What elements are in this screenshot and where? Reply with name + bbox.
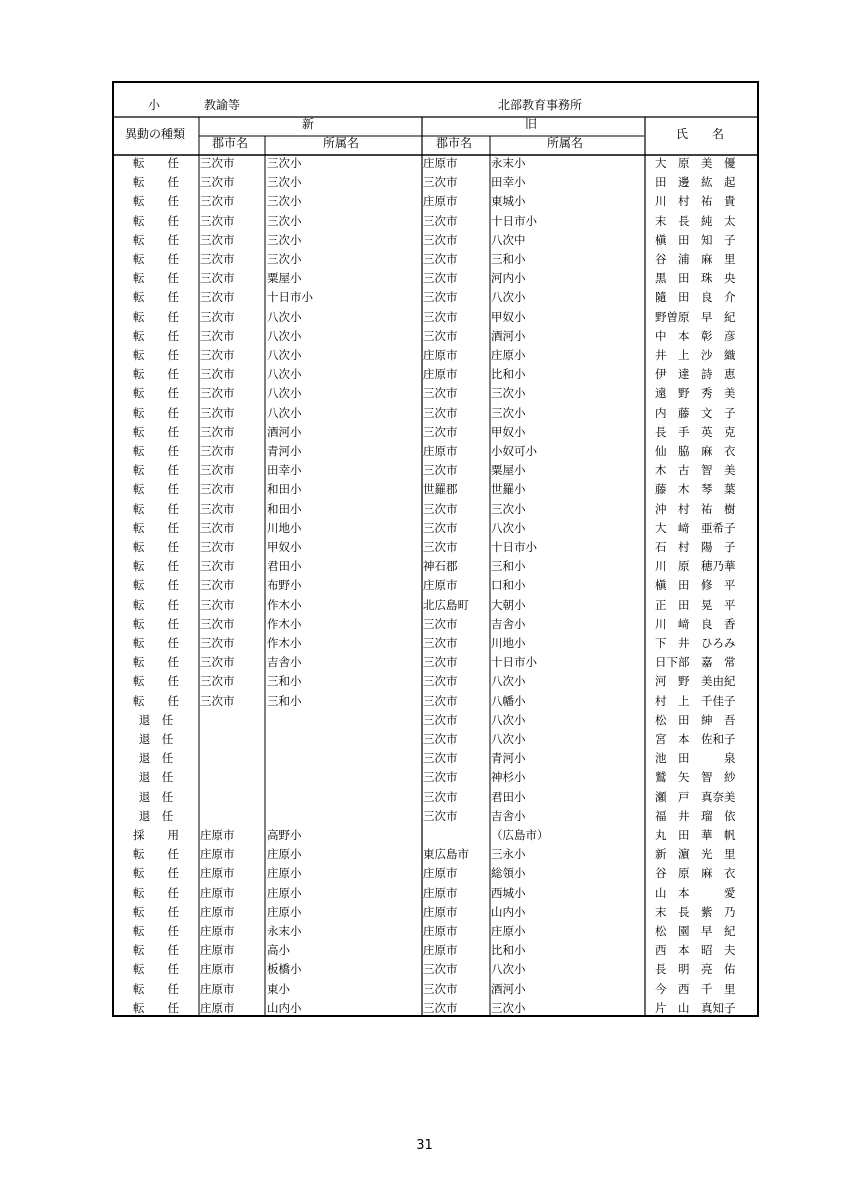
old-city-cell: 三次市 [423,175,458,190]
new-city-cell: 三次市 [200,367,235,382]
new-school-cell: 三和小 [267,674,302,689]
old-school-cell: 総領小 [491,866,526,881]
old-city-cell: 庄原市 [423,943,458,958]
person-name-cell: 沖 村 祐 樹 [655,501,736,516]
person-name-cell: 仙 脇 麻 衣 [655,444,736,458]
old-city-cell: 三次市 [423,232,458,247]
new-school-cell: 八次小 [267,367,302,382]
new-city-cell: 庄原市 [200,962,235,977]
person-name-cell: 正 田 晃 平 [655,597,736,612]
category-label: 小 [147,98,160,112]
new-city-cell: 庄原市 [200,924,235,938]
transfer-type-cell: 転 任 [133,597,179,612]
old-city-cell: 三次市 [423,463,458,478]
person-name-cell: 伊 達 詩 恵 [655,367,736,382]
person-name-cell: 大 﨑 亜希子 [655,520,736,535]
old-school-cell: 口和小 [491,578,526,593]
old-city-cell: 三次市 [423,770,458,785]
new-school-cell: 庄原小 [267,866,302,881]
new-city-cell: 三次市 [200,213,235,228]
new-school-cell: 三次小 [267,156,302,170]
old-school-cell: 八幡小 [491,693,526,708]
new-city-cell: 三次市 [200,194,235,209]
new-school-cell: 吉舎小 [267,655,302,670]
old-school-cell: 庄原小 [491,348,526,362]
transfer-type-cell: 転 任 [133,655,179,670]
new-city-cell: 三次市 [200,520,235,535]
old-school-cell: 八次小 [491,712,526,727]
new-school-cell: 庄原小 [267,904,302,919]
person-name-cell: 松 田 紳 吾 [655,712,736,727]
person-name-cell: 谷 原 麻 衣 [655,866,736,881]
new-city-cell: 三次市 [200,463,235,478]
person-name-cell: 遠 野 秀 美 [655,386,736,401]
new-school-cell: 作木小 [267,636,302,650]
old-city-cell: 庄原市 [423,194,458,209]
new-school-cell: 三次小 [267,232,302,247]
column-header-old-school: 所属名 [546,136,583,150]
transfer-type-cell: 退 任 [138,712,174,727]
old-school-cell: 八次小 [491,962,526,977]
old-school-cell: 大朝小 [491,597,526,612]
old-city-cell: 三次市 [423,252,458,266]
new-school-cell: 三次小 [267,175,302,190]
new-city-cell: 三次市 [200,693,235,708]
transfer-type-cell: 退 任 [138,789,174,804]
new-city-cell: 三次市 [200,597,235,612]
old-school-cell: 十日市小 [491,655,537,670]
transfer-type-cell: 転 任 [133,501,179,516]
new-city-cell: 庄原市 [200,904,235,919]
transfer-type-cell: 転 任 [133,1000,179,1015]
old-city-cell: 三次市 [423,962,458,977]
new-school-cell: 八次小 [267,405,302,420]
transfer-type-cell: 転 任 [133,578,179,593]
person-name-cell: 中 本 彰 彦 [655,328,736,343]
old-city-cell: 庄原市 [423,924,458,938]
transfer-type-cell: 採 用 [133,828,179,842]
old-city-cell: 三次市 [423,1000,458,1015]
new-school-cell: 板橋小 [267,962,302,977]
new-city-cell: 三次市 [200,616,235,631]
new-school-cell: 八次小 [267,348,302,362]
old-school-cell: 神杉小 [491,770,526,785]
old-city-cell: 庄原市 [423,885,458,900]
person-name-cell: 松 園 早 紀 [655,924,736,938]
old-school-cell: 東城小 [491,194,526,209]
transfer-type-cell: 転 任 [133,520,179,535]
old-school-cell: 三和小 [491,252,526,266]
person-name-cell: 槇 田 修 平 [655,578,736,593]
new-city-cell: 庄原市 [200,847,235,862]
new-school-cell: 東小 [267,981,290,996]
new-school-cell: 十日市小 [267,290,313,305]
new-school-cell: 田幸小 [267,463,302,478]
transfer-type-cell: 転 任 [133,866,179,881]
column-header-new-school: 所属名 [322,136,359,150]
new-city-cell: 三次市 [200,482,235,497]
person-name-cell: 池 田 泉 [655,751,736,766]
old-city-cell: 庄原市 [423,156,458,170]
new-city-cell: 三次市 [200,405,235,420]
transfer-type-cell: 退 任 [138,732,174,746]
old-school-cell: 吉舎小 [491,808,526,823]
transfer-type-cell: 転 任 [133,904,179,919]
old-city-cell: 三次市 [423,271,458,286]
old-school-cell: 八次小 [491,290,526,305]
transfer-type-cell: 転 任 [133,309,179,324]
person-name-cell: 西 本 昭 夫 [655,943,736,958]
old-school-cell: 酒河小 [491,981,526,996]
transfer-type-cell: 転 任 [133,367,179,382]
new-school-cell: 作木小 [267,597,302,612]
new-school-cell: 川地小 [267,520,302,535]
new-city-cell: 三次市 [200,540,235,554]
person-name-cell: 槇 田 知 子 [655,232,736,247]
new-school-cell: 高小 [267,943,290,958]
transfer-type-cell: 転 任 [133,213,179,228]
new-city-cell: 三次市 [200,424,235,439]
column-header-old: 旧 [524,117,537,131]
person-name-cell: 田 邊 紘 起 [655,175,736,190]
old-school-cell: 甲奴小 [491,309,526,324]
old-school-cell: 三次小 [491,1000,526,1015]
new-city-cell: 三次市 [200,348,235,362]
old-school-cell: 田幸小 [491,175,526,190]
old-school-cell: 山内小 [491,904,526,919]
old-school-cell: 比和小 [491,943,526,958]
transfer-type-cell: 転 任 [133,693,179,708]
transfer-type-cell: 転 任 [133,885,179,900]
old-school-cell: 八次中 [491,232,526,247]
old-city-cell: 三次市 [423,501,458,516]
transfer-type-cell: 転 任 [133,424,179,439]
person-name-cell: 川 原 穂乃華 [655,559,736,574]
old-city-cell: 三次市 [423,540,458,554]
new-city-cell: 三次市 [200,328,235,343]
old-school-cell: 河内小 [491,271,526,286]
transfer-type-cell: 転 任 [133,847,179,862]
column-header-new-city: 郡市名 [211,136,248,150]
new-school-cell: 永末小 [267,924,302,938]
person-name-cell: 丸 田 華 帆 [655,828,736,842]
person-name-cell: 宮 本 佐和子 [655,732,736,746]
person-name-cell: 川 﨑 良 香 [655,616,736,631]
old-city-cell: 三次市 [423,520,458,535]
person-name-cell: 末 長 紫 乃 [655,904,736,919]
new-city-cell: 三次市 [200,252,235,266]
old-school-cell: 比和小 [491,367,526,382]
old-city-cell: 三次市 [423,981,458,996]
new-city-cell: 三次市 [200,175,235,190]
person-name-cell: 福 井 瑠 依 [655,808,736,823]
person-name-cell: 石 村 陽 子 [655,540,736,554]
old-city-cell: 三次市 [423,309,458,324]
person-name-cell: 川 村 祐 貴 [655,194,736,209]
person-name-cell: 長 明 亮 佑 [655,962,736,977]
old-city-cell: 庄原市 [423,866,458,881]
new-school-cell: 高野小 [267,828,302,842]
old-school-cell: （広島市） [491,828,549,842]
person-name-cell: 木 古 智 美 [655,463,736,478]
transfer-type-cell: 退 任 [138,808,174,823]
new-city-cell: 庄原市 [200,885,235,900]
old-city-cell: 神石郡 [423,559,458,574]
transfer-type-cell: 転 任 [133,252,179,266]
person-name-cell: 下 井 ひろみ [655,636,736,650]
new-city-cell: 三次市 [200,578,235,593]
new-school-cell: 青河小 [267,444,302,458]
old-school-cell: 八次小 [491,520,526,535]
transfer-type-cell: 転 任 [133,540,179,554]
old-city-cell: 三次市 [423,616,458,631]
office-label: 北部教育事務所 [497,98,582,112]
person-name-cell: 山 本 愛 [655,885,736,900]
person-name-cell: 隨 田 良 介 [655,290,736,305]
new-school-cell: 君田小 [267,559,302,574]
person-name-cell: 長 手 英 克 [655,424,736,439]
transfer-type-cell: 転 任 [133,559,179,574]
old-school-cell: 八次小 [491,674,526,689]
person-name-cell: 野曽原 早 紀 [655,309,736,324]
old-city-cell: 三次市 [423,732,458,746]
old-school-cell: 十日市小 [491,213,537,228]
old-school-cell: 小奴可小 [491,444,537,458]
old-city-cell: 三次市 [423,424,458,439]
old-city-cell: 三次市 [423,751,458,766]
person-name-cell: 井 上 沙 織 [655,348,736,362]
new-school-cell: 酒河小 [267,424,302,439]
new-city-cell: 三次市 [200,655,235,670]
new-city-cell: 庄原市 [200,1000,235,1015]
new-city-cell: 庄原市 [200,828,235,842]
transfer-type-cell: 転 任 [133,156,179,170]
new-city-cell: 三次市 [200,232,235,247]
column-header-new: 新 [301,117,314,131]
transfer-type-cell: 転 任 [133,674,179,689]
new-city-cell: 三次市 [200,501,235,516]
old-city-cell: 庄原市 [423,904,458,919]
old-school-cell: 青河小 [491,751,526,766]
old-school-cell: 三永小 [491,847,526,862]
person-name-cell: 黒 田 珠 央 [655,271,736,286]
person-name-cell: 今 西 千 里 [655,981,736,996]
transfer-type-cell: 転 任 [133,463,179,478]
person-name-cell: 瀬 戸 真奈美 [655,789,736,804]
old-school-cell: 三次小 [491,386,526,401]
person-name-cell: 河 野 美由紀 [655,674,736,689]
transfer-type-cell: 転 任 [133,482,179,497]
transfer-type-cell: 転 任 [133,924,179,938]
transfer-type-cell: 退 任 [138,770,174,785]
transfer-type-cell: 転 任 [133,386,179,401]
new-school-cell: 八次小 [267,328,302,343]
new-school-cell: 庄原小 [267,885,302,900]
old-city-cell: 三次市 [423,808,458,823]
old-school-cell: 川地小 [491,636,526,650]
transfer-type-cell: 転 任 [133,616,179,631]
new-city-cell: 三次市 [200,156,235,170]
new-school-cell: 和田小 [267,501,302,516]
old-school-cell: 君田小 [491,789,526,804]
new-city-cell: 三次市 [200,559,235,574]
old-school-cell: 永末小 [491,156,526,170]
old-city-cell: 三次市 [423,712,458,727]
new-city-cell: 三次市 [200,386,235,401]
transfer-type-cell: 転 任 [133,175,179,190]
old-city-cell: 三次市 [423,328,458,343]
new-school-cell: 三次小 [267,194,302,209]
transfer-type-cell: 転 任 [133,348,179,362]
transfer-type-cell: 転 任 [133,943,179,958]
old-school-cell: 酒河小 [491,328,526,343]
new-school-cell: 作木小 [267,616,302,631]
position-label: 教諭等 [203,98,240,112]
new-city-cell: 三次市 [200,290,235,305]
old-school-cell: 八次小 [491,732,526,746]
new-city-cell: 庄原市 [200,981,235,996]
old-city-cell: 三次市 [423,290,458,305]
transfer-type-cell: 退 任 [138,751,174,766]
new-city-cell: 三次市 [200,636,235,650]
old-city-cell: 三次市 [423,655,458,670]
column-header-type: 異動の種類 [124,127,185,141]
transfer-type-cell: 転 任 [133,328,179,343]
new-school-cell: 八次小 [267,386,302,401]
new-city-cell: 三次市 [200,271,235,286]
new-school-cell: 和田小 [267,482,302,497]
new-school-cell: 粟屋小 [267,271,302,286]
old-city-cell: 三次市 [423,213,458,228]
old-city-cell: 庄原市 [423,444,458,458]
old-city-cell: 庄原市 [423,367,458,382]
old-school-cell: 十日市小 [491,540,537,554]
person-name-cell: 村 上 千佳子 [655,693,736,708]
new-school-cell: 三和小 [267,693,302,708]
old-city-cell: 三次市 [423,789,458,804]
new-school-cell: 布野小 [267,578,302,593]
new-city-cell: 三次市 [200,674,235,689]
old-school-cell: 粟屋小 [491,463,526,478]
transfer-type-cell: 転 任 [133,636,179,650]
person-name-cell: 大 原 美 優 [655,156,736,170]
transfer-type-cell: 転 任 [133,232,179,247]
person-name-cell: 谷 浦 麻 里 [655,252,736,266]
old-city-cell: 三次市 [423,636,458,650]
old-city-cell: 三次市 [423,674,458,689]
new-city-cell: 三次市 [200,444,235,458]
page-number: 31 [416,1138,433,1153]
transfer-type-cell: 転 任 [133,981,179,996]
person-name-cell: 末 長 純 太 [655,213,736,228]
old-school-cell: 甲奴小 [491,424,526,439]
old-school-cell: 西城小 [491,885,526,900]
old-school-cell: 三次小 [491,405,526,420]
new-school-cell: 三次小 [267,252,302,266]
old-city-cell: 東広島市 [423,847,469,862]
new-school-cell: 庄原小 [267,847,302,862]
old-city-cell: 庄原市 [423,348,458,362]
old-city-cell: 三次市 [423,405,458,420]
old-school-cell: 三和小 [491,559,526,574]
person-name-cell: 新 濵 光 里 [655,847,736,862]
old-school-cell: 庄原小 [491,924,526,938]
old-city-cell: 世羅郡 [423,482,458,497]
column-header-name: 氏 名 [675,127,724,141]
new-city-cell: 三次市 [200,309,235,324]
person-name-cell: 内 藤 文 子 [655,405,736,420]
transfer-type-cell: 転 任 [133,962,179,977]
old-city-cell: 三次市 [423,693,458,708]
old-city-cell: 北広島町 [423,597,469,612]
old-school-cell: 吉舎小 [491,616,526,631]
column-header-old-city: 郡市名 [435,136,472,150]
person-name-cell: 日下部 嘉 常 [655,655,736,670]
old-city-cell: 庄原市 [423,578,458,593]
new-city-cell: 庄原市 [200,943,235,958]
transfer-type-cell: 転 任 [133,271,179,286]
new-city-cell: 庄原市 [200,866,235,881]
transfer-type-cell: 転 任 [133,290,179,305]
old-school-cell: 世羅小 [491,482,526,497]
old-school-cell: 三次小 [491,501,526,516]
new-school-cell: 八次小 [267,309,302,324]
new-school-cell: 甲奴小 [267,540,302,554]
old-city-cell: 三次市 [423,386,458,401]
person-name-cell: 鷲 矢 智 紗 [655,770,736,785]
transfer-type-cell: 転 任 [133,194,179,209]
person-name-cell: 藤 木 琴 葉 [655,482,736,497]
new-school-cell: 山内小 [267,1000,302,1015]
new-school-cell: 三次小 [267,213,302,228]
person-name-cell: 片 山 真知子 [655,1000,736,1015]
transfer-type-cell: 転 任 [133,405,179,420]
transfer-type-cell: 転 任 [133,444,179,458]
